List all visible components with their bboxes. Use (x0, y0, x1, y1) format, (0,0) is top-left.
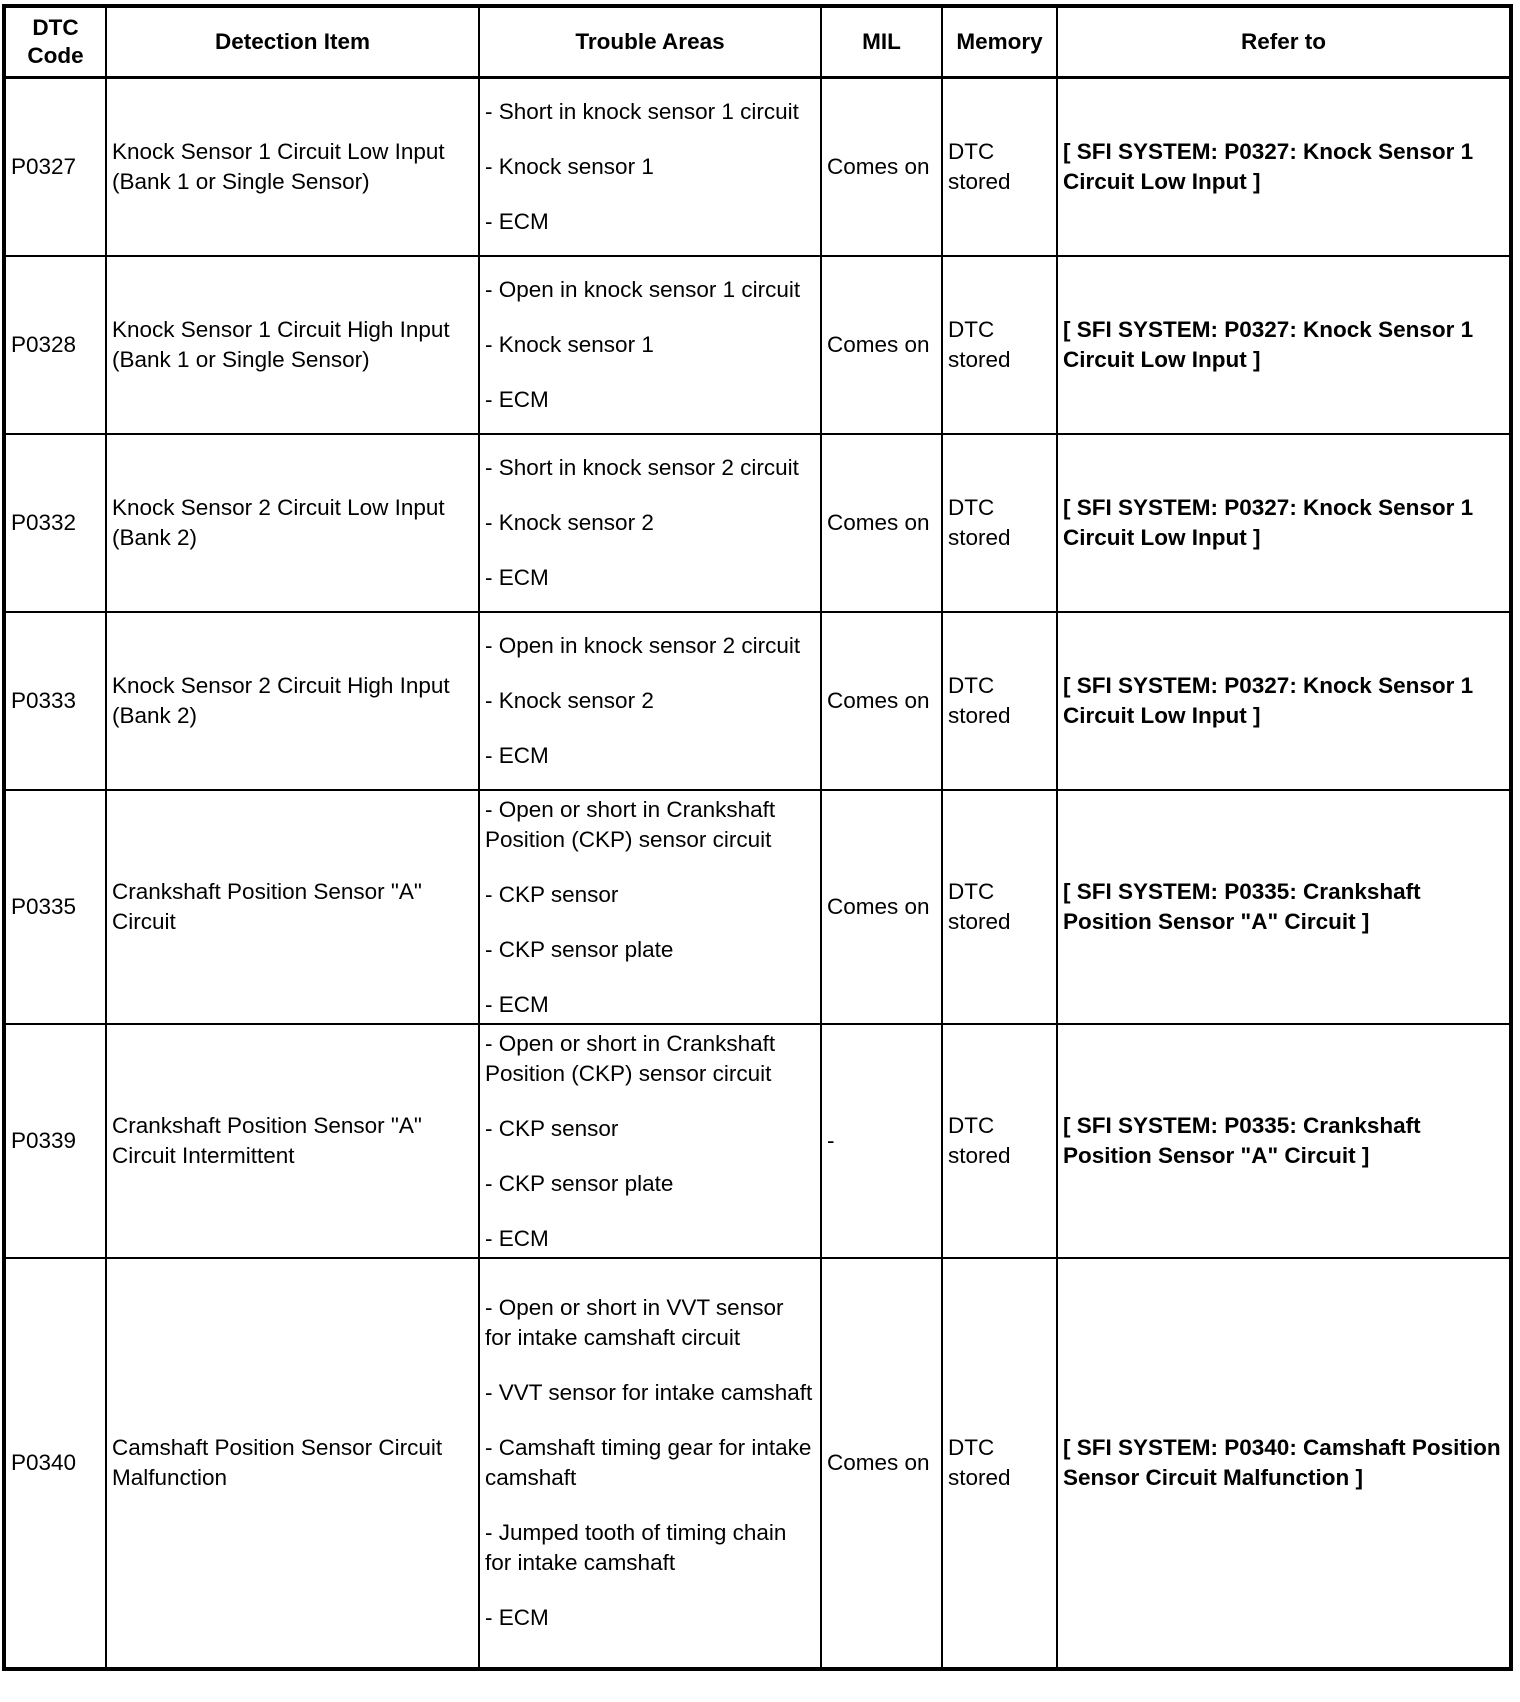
mil-cell: Comes on (821, 78, 942, 257)
detection-item-cell: Crankshaft Position Sensor "A" Circuit (106, 790, 479, 1024)
trouble-area-item: - ECM (485, 387, 549, 412)
header-refer-to: Refer to (1057, 6, 1511, 78)
trouble-area-item: - ECM (485, 565, 549, 590)
table-row (4, 790, 1511, 1024)
table-row (4, 1024, 1511, 1258)
refer-to-link[interactable]: [ SFI SYSTEM: P0327: Knock Sensor 1 Circuit Low Input ] (1057, 78, 1511, 257)
table-row (4, 78, 1511, 257)
trouble-areas-cell (479, 790, 821, 1024)
trouble-area-item: - Short in knock sensor 1 circuit (485, 99, 799, 124)
detection-item-cell: Knock Sensor 2 Circuit Low Input (Bank 2) (106, 434, 479, 612)
table-row (4, 612, 1511, 790)
header-trouble-areas: Trouble Areas (479, 6, 821, 78)
table-header (4, 6, 1511, 78)
header-dtc-code-label: DTC Code (27, 15, 84, 68)
table-row (4, 1258, 1511, 1669)
table-row (4, 256, 1511, 434)
memory-cell: DTC stored (942, 256, 1057, 434)
detection-item-cell: Knock Sensor 2 Circuit High Input (Bank 2) (106, 612, 479, 790)
dtc-code-cell: P0335 (4, 790, 106, 1024)
dtc-code-cell: P0339 (4, 1024, 106, 1258)
table-row (4, 434, 1511, 612)
trouble-area-item: - ECM (485, 743, 549, 768)
memory-cell: DTC stored (942, 78, 1057, 257)
dtc-code-cell: P0340 (4, 1258, 106, 1669)
trouble-areas-cell (479, 1024, 821, 1258)
trouble-area-item: - ECM (485, 1605, 549, 1630)
trouble-area-item: - Knock sensor 1 (485, 332, 654, 357)
trouble-areas-cell (479, 78, 821, 257)
trouble-area-item: - Jumped tooth of timing chain for intake camshaft (485, 1520, 787, 1575)
trouble-area-item: - CKP sensor plate (485, 936, 674, 962)
refer-to-link[interactable]: [ SFI SYSTEM: P0340: Camshaft Position Sensor Circuit Malfunction ] (1057, 1258, 1511, 1669)
trouble-area-item: - ECM (485, 209, 549, 234)
dtc-code-cell: P0333 (4, 612, 106, 790)
trouble-area-item: - CKP sensor (485, 881, 619, 907)
trouble-area-item: - Knock sensor 2 (485, 688, 654, 713)
mil-cell: - (821, 1024, 942, 1258)
header-dtc-code (4, 6, 106, 78)
table-body (4, 78, 1511, 1670)
mil-cell: Comes on (821, 434, 942, 612)
trouble-areas-cell (479, 1258, 821, 1669)
memory-cell: DTC stored (942, 790, 1057, 1024)
memory-cell: DTC stored (942, 612, 1057, 790)
trouble-area-item: - Open or short in Crankshaft Position (CKP) sensor circuit (485, 1030, 776, 1086)
trouble-area-item: - CKP sensor (485, 1115, 619, 1141)
refer-to-link[interactable]: [ SFI SYSTEM: P0335: Crankshaft Position Sensor "A" Circuit ] (1057, 790, 1511, 1024)
trouble-area-item: - Knock sensor 2 (485, 510, 654, 535)
trouble-area-item: - CKP sensor plate (485, 1170, 674, 1196)
mil-cell: Comes on (821, 256, 942, 434)
trouble-area-item: - VVT sensor for intake camshaft (485, 1380, 813, 1405)
detection-item-cell: Camshaft Position Sensor Circuit Malfunction (106, 1258, 479, 1669)
trouble-area-item: - Camshaft timing gear for intake camshaft (485, 1435, 812, 1490)
mil-cell: Comes on (821, 612, 942, 790)
trouble-areas-cell (479, 612, 821, 790)
header-row (4, 6, 1511, 78)
dtc-code-cell: P0327 (4, 78, 106, 257)
trouble-area-item: - Knock sensor 1 (485, 154, 654, 179)
trouble-areas-cell (479, 434, 821, 612)
header-mil: MIL (821, 6, 942, 78)
detection-item-cell: Knock Sensor 1 Circuit High Input (Bank 1 or Single Sensor) (106, 256, 479, 434)
refer-to-link[interactable]: [ SFI SYSTEM: P0327: Knock Sensor 1 Circuit Low Input ] (1057, 612, 1511, 790)
trouble-areas-cell (479, 256, 821, 434)
header-detection-item: Detection Item (106, 6, 479, 78)
trouble-area-item: - Open in knock sensor 1 circuit (485, 277, 801, 302)
trouble-area-item: - Open or short in Crankshaft Position (CKP) sensor circuit (485, 796, 776, 852)
trouble-area-item: - Short in knock sensor 2 circuit (485, 455, 799, 480)
dtc-table (2, 4, 1513, 1671)
refer-to-link[interactable]: [ SFI SYSTEM: P0327: Knock Sensor 1 Circuit Low Input ] (1057, 434, 1511, 612)
refer-to-link[interactable]: [ SFI SYSTEM: P0327: Knock Sensor 1 Circuit Low Input ] (1057, 256, 1511, 434)
detection-item-cell: Crankshaft Position Sensor "A" Circuit Intermittent (106, 1024, 479, 1258)
header-memory: Memory (942, 6, 1057, 78)
mil-cell: Comes on (821, 790, 942, 1024)
detection-item-cell: Knock Sensor 1 Circuit Low Input (Bank 1 or Single Sensor) (106, 78, 479, 257)
memory-cell: DTC stored (942, 1258, 1057, 1669)
trouble-area-item: - Open in knock sensor 2 circuit (485, 633, 801, 658)
memory-cell: DTC stored (942, 434, 1057, 612)
trouble-area-item: - Open or short in VVT sensor for intake camshaft circuit (485, 1295, 784, 1350)
trouble-area-item: - ECM (485, 991, 549, 1017)
dtc-code-cell: P0332 (4, 434, 106, 612)
mil-cell: Comes on (821, 1258, 942, 1669)
memory-cell: DTC stored (942, 1024, 1057, 1258)
dtc-code-cell: P0328 (4, 256, 106, 434)
trouble-area-item: - ECM (485, 1225, 549, 1251)
refer-to-link[interactable]: [ SFI SYSTEM: P0335: Crankshaft Position Sensor "A" Circuit ] (1057, 1024, 1511, 1258)
